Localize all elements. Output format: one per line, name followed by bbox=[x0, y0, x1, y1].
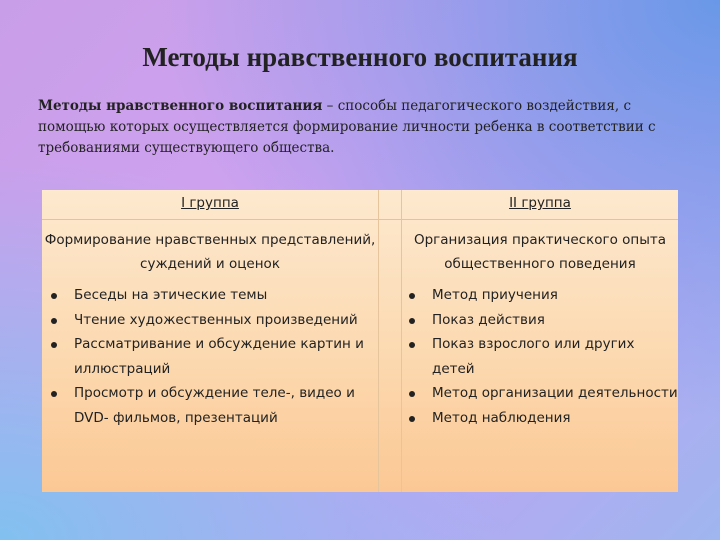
list-item: Метод наблюдения bbox=[406, 406, 678, 431]
list-item: Беседы на этические темы bbox=[48, 283, 374, 308]
bullet-icon bbox=[409, 391, 415, 397]
list-item: Метод организации деятельности bbox=[406, 381, 678, 406]
bullet-icon bbox=[51, 293, 57, 299]
group-1-column bbox=[42, 190, 378, 492]
group-2-subtitle: Организация практического опыта общественного поведения bbox=[413, 232, 667, 272]
column-separator bbox=[378, 190, 402, 492]
bullet-icon bbox=[51, 318, 57, 324]
bullet-icon bbox=[409, 293, 415, 299]
definition-paragraph bbox=[38, 96, 678, 159]
list-item: Рассматривание и обсуждение картин и иллюстраций bbox=[48, 332, 374, 381]
bullet-icon bbox=[409, 342, 415, 348]
list-item: Метод приучения bbox=[406, 283, 678, 308]
group-1-header: I группа bbox=[181, 195, 239, 211]
page-title: Методы нравственного воспитания bbox=[142, 42, 578, 72]
list-item: Просмотр и обсуждение теле-, видео и DVD- фильмов, презентаций bbox=[48, 381, 374, 430]
group-1-list bbox=[48, 283, 374, 430]
group-1-subtitle: Формирование нравственных представлений, суждений и оценок bbox=[44, 232, 376, 272]
definition-text: – способы педагогического воздействия, с помощью которых осуществляется формирование личности ребенка в соответствии с требованиями существующего общества. bbox=[38, 98, 656, 156]
group-2-list bbox=[406, 283, 678, 430]
methods-table bbox=[42, 190, 678, 492]
list-item: Показ взрослого или других детей bbox=[406, 332, 678, 381]
bullet-icon bbox=[409, 416, 415, 422]
list-item: Показ действия bbox=[406, 308, 678, 333]
bullet-icon bbox=[51, 391, 57, 397]
bullet-icon bbox=[409, 318, 415, 324]
group-2-column bbox=[402, 190, 678, 492]
bullet-icon bbox=[51, 342, 57, 348]
definition-term: Методы нравственного воспитания bbox=[38, 98, 323, 114]
group-2-header: II группа bbox=[509, 195, 571, 211]
list-item: Чтение художественных произведений bbox=[48, 308, 374, 333]
